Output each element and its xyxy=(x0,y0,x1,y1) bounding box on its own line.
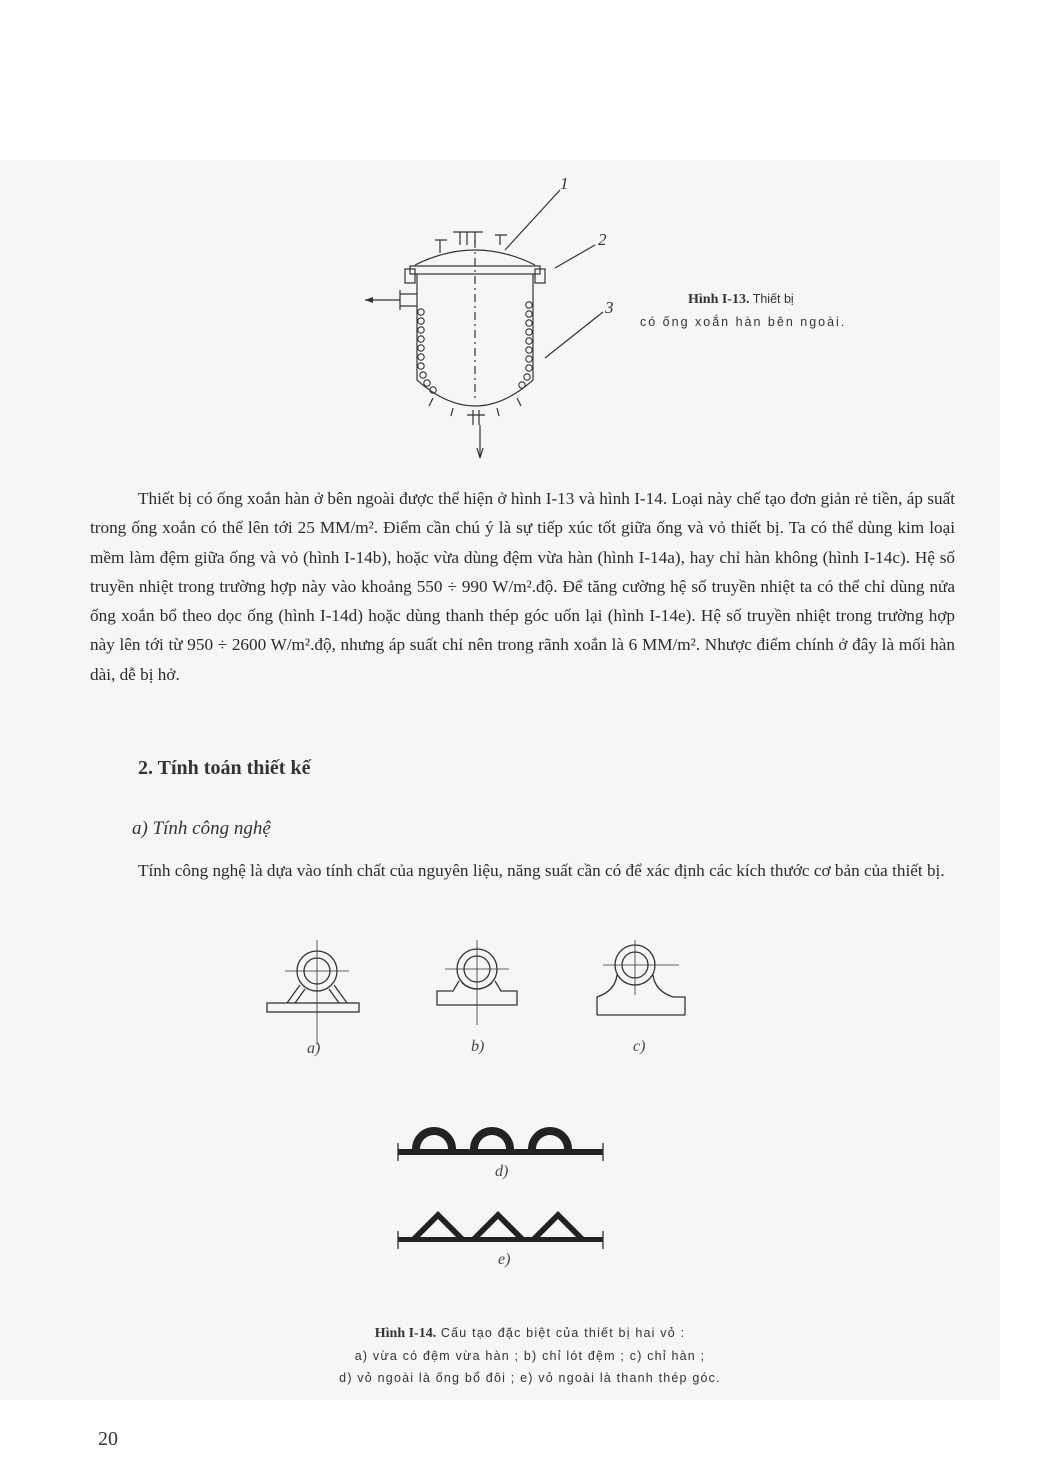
figure-i-14-caption xyxy=(200,1322,860,1389)
caption14-line2: a) vừa có đệm vừa hàn ; b) chỉ lót đệm ; c) chỉ hàn ; xyxy=(354,1349,706,1363)
section-heading: 2. Tính toán thiết kế xyxy=(138,757,311,779)
pipe-sections-diagram xyxy=(255,935,705,1055)
caption-label: Hình I-13. xyxy=(688,292,750,307)
jacket-profiles-diagram xyxy=(390,1105,610,1265)
subsection-heading: a) Tính công nghệ xyxy=(132,818,271,839)
label-d: d) xyxy=(495,1163,509,1180)
paragraph-1 xyxy=(90,484,955,689)
figure-i-13-caption xyxy=(640,288,920,333)
paragraph-2-text: Tính công nghệ là dựa vào tính chất của nguyên liệu, năng suất cần có để xác định các kích thước cơ bản của thiết bị. xyxy=(138,861,945,880)
paragraph-2 xyxy=(90,856,955,885)
paragraph-1-text: Thiết bị có ống xoắn hàn ở bên ngoài được thể hiện ở hình I-13 và hình I-14. Loại này chế tạo đơn giản rẻ tiền, áp suất trong ống xoắn có thể lên tới 25 MM/m². Điểm cần chú ý là sự tiếp xúc tốt giữa ống và vỏ thiết bị. Ta có thể dùng kim loại mềm làm đệm giữa ống và vỏ (hình I-14b), hoặc vừa dùng đệm vừa hàn (hình I-14a), hay chỉ hàn không (hình I-14c). Hệ số truyền nhiệt trong trường hợp này vào khoảng 550 ÷ 990 W/m².độ. Để tăng cường hệ số truyền nhiệt ta có thể chỉ dùng nửa ống xoắn bổ theo dọc ống (hình I-14d) hoặc dùng thanh thép góc uốn lại (hình I-14e). Hệ số truyền nhiệt trong trường hợp này lên tới từ 950 ÷ 2600 W/m².độ, nhưng áp suất chỉ nên trong rãnh xoắn là 6 MM/m². Nhược điểm chính ở đây là mối hàn dài, dễ bị hở. xyxy=(90,489,955,684)
callout-1: 1 xyxy=(560,174,569,193)
callout-3: 3 xyxy=(605,298,614,317)
figure-i-14-de xyxy=(390,1105,610,1270)
page-number: 20 xyxy=(98,1428,118,1450)
label-e: e) xyxy=(498,1251,511,1268)
label-a: a) xyxy=(307,1040,321,1057)
label-b: b) xyxy=(471,1038,485,1055)
caption-line2: có ống xoắn hàn bên ngoài. xyxy=(640,315,847,329)
figure-i-14-abc xyxy=(255,935,705,1060)
caption-line1: Thiết bị xyxy=(752,292,794,306)
caption14-line1: Cấu tạo đặc biệt của thiết bị hai vỏ : xyxy=(440,1326,686,1340)
callout-2: 2 xyxy=(598,230,607,249)
figure-i-13 xyxy=(355,170,635,475)
caption14-line3: d) vỏ ngoài là ống bổ đôi ; e) vỏ ngoài là thanh thép góc. xyxy=(339,1371,721,1385)
label-c: c) xyxy=(633,1038,646,1055)
vessel-diagram xyxy=(355,170,635,470)
caption14-label: Hình I-14. xyxy=(374,1326,437,1341)
